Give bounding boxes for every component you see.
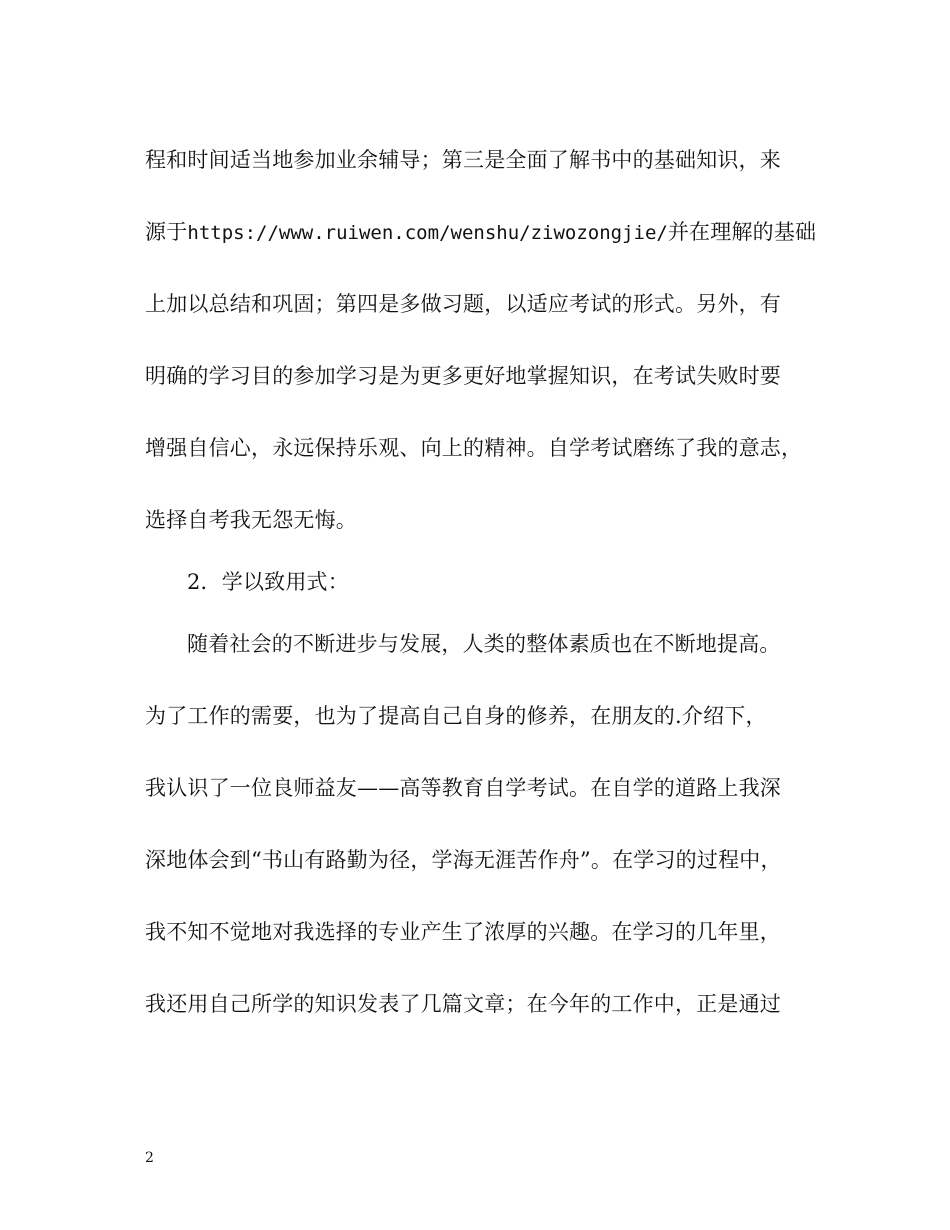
text-line: 我还用自己所学的知识发表了几篇文章；在今年的工作中，正是通过 xyxy=(145,992,781,1016)
text-line: 我认识了一位良师益友——高等教育自学考试。在自学的道路上我深 xyxy=(145,776,781,800)
text-line: 上加以总结和巩固；第四是多做习题，以适应考试的形式。另外，有 xyxy=(145,292,781,316)
text-line: 选择自考我无怨无悔。 xyxy=(145,508,357,532)
source-url-link[interactable]: https://www.ruiwen.com/wenshu/ziwozongjie/ xyxy=(187,222,668,244)
paragraph-first-line: 随着社会的不断进步与发展，人类的整体素质也在不断地提高。 xyxy=(187,632,781,656)
text-line: 明确的学习目的参加学习是为更多更好地掌握知识，在考试失败时要 xyxy=(145,364,781,388)
text-line-with-url xyxy=(145,218,815,247)
text-line: 为了工作的需要，也为了提高自己自身的修养，在朋友的.介绍下， xyxy=(145,704,767,728)
section-heading: 2．学以致用式： xyxy=(187,570,349,594)
text-fragment: 并在理解的基础 xyxy=(667,220,817,244)
text-line: 我不知不觉地对我选择的专业产生了浓厚的兴趣。在学习的几年里， xyxy=(145,920,781,944)
page-number: 2 xyxy=(145,1150,154,1166)
text-line: 深地体会到“书山有路勤为径，学海无涯苦作舟”。在学习的过程中， xyxy=(145,848,782,872)
text-line: 增强自信心，永远保持乐观、向上的精神。自学考试磨练了我的意志， xyxy=(145,436,803,460)
text-line: 程和时间适当地参加业余辅导；第三是全面了解书中的基础知识，来 xyxy=(145,148,781,172)
text-fragment: 源于 xyxy=(145,220,188,244)
